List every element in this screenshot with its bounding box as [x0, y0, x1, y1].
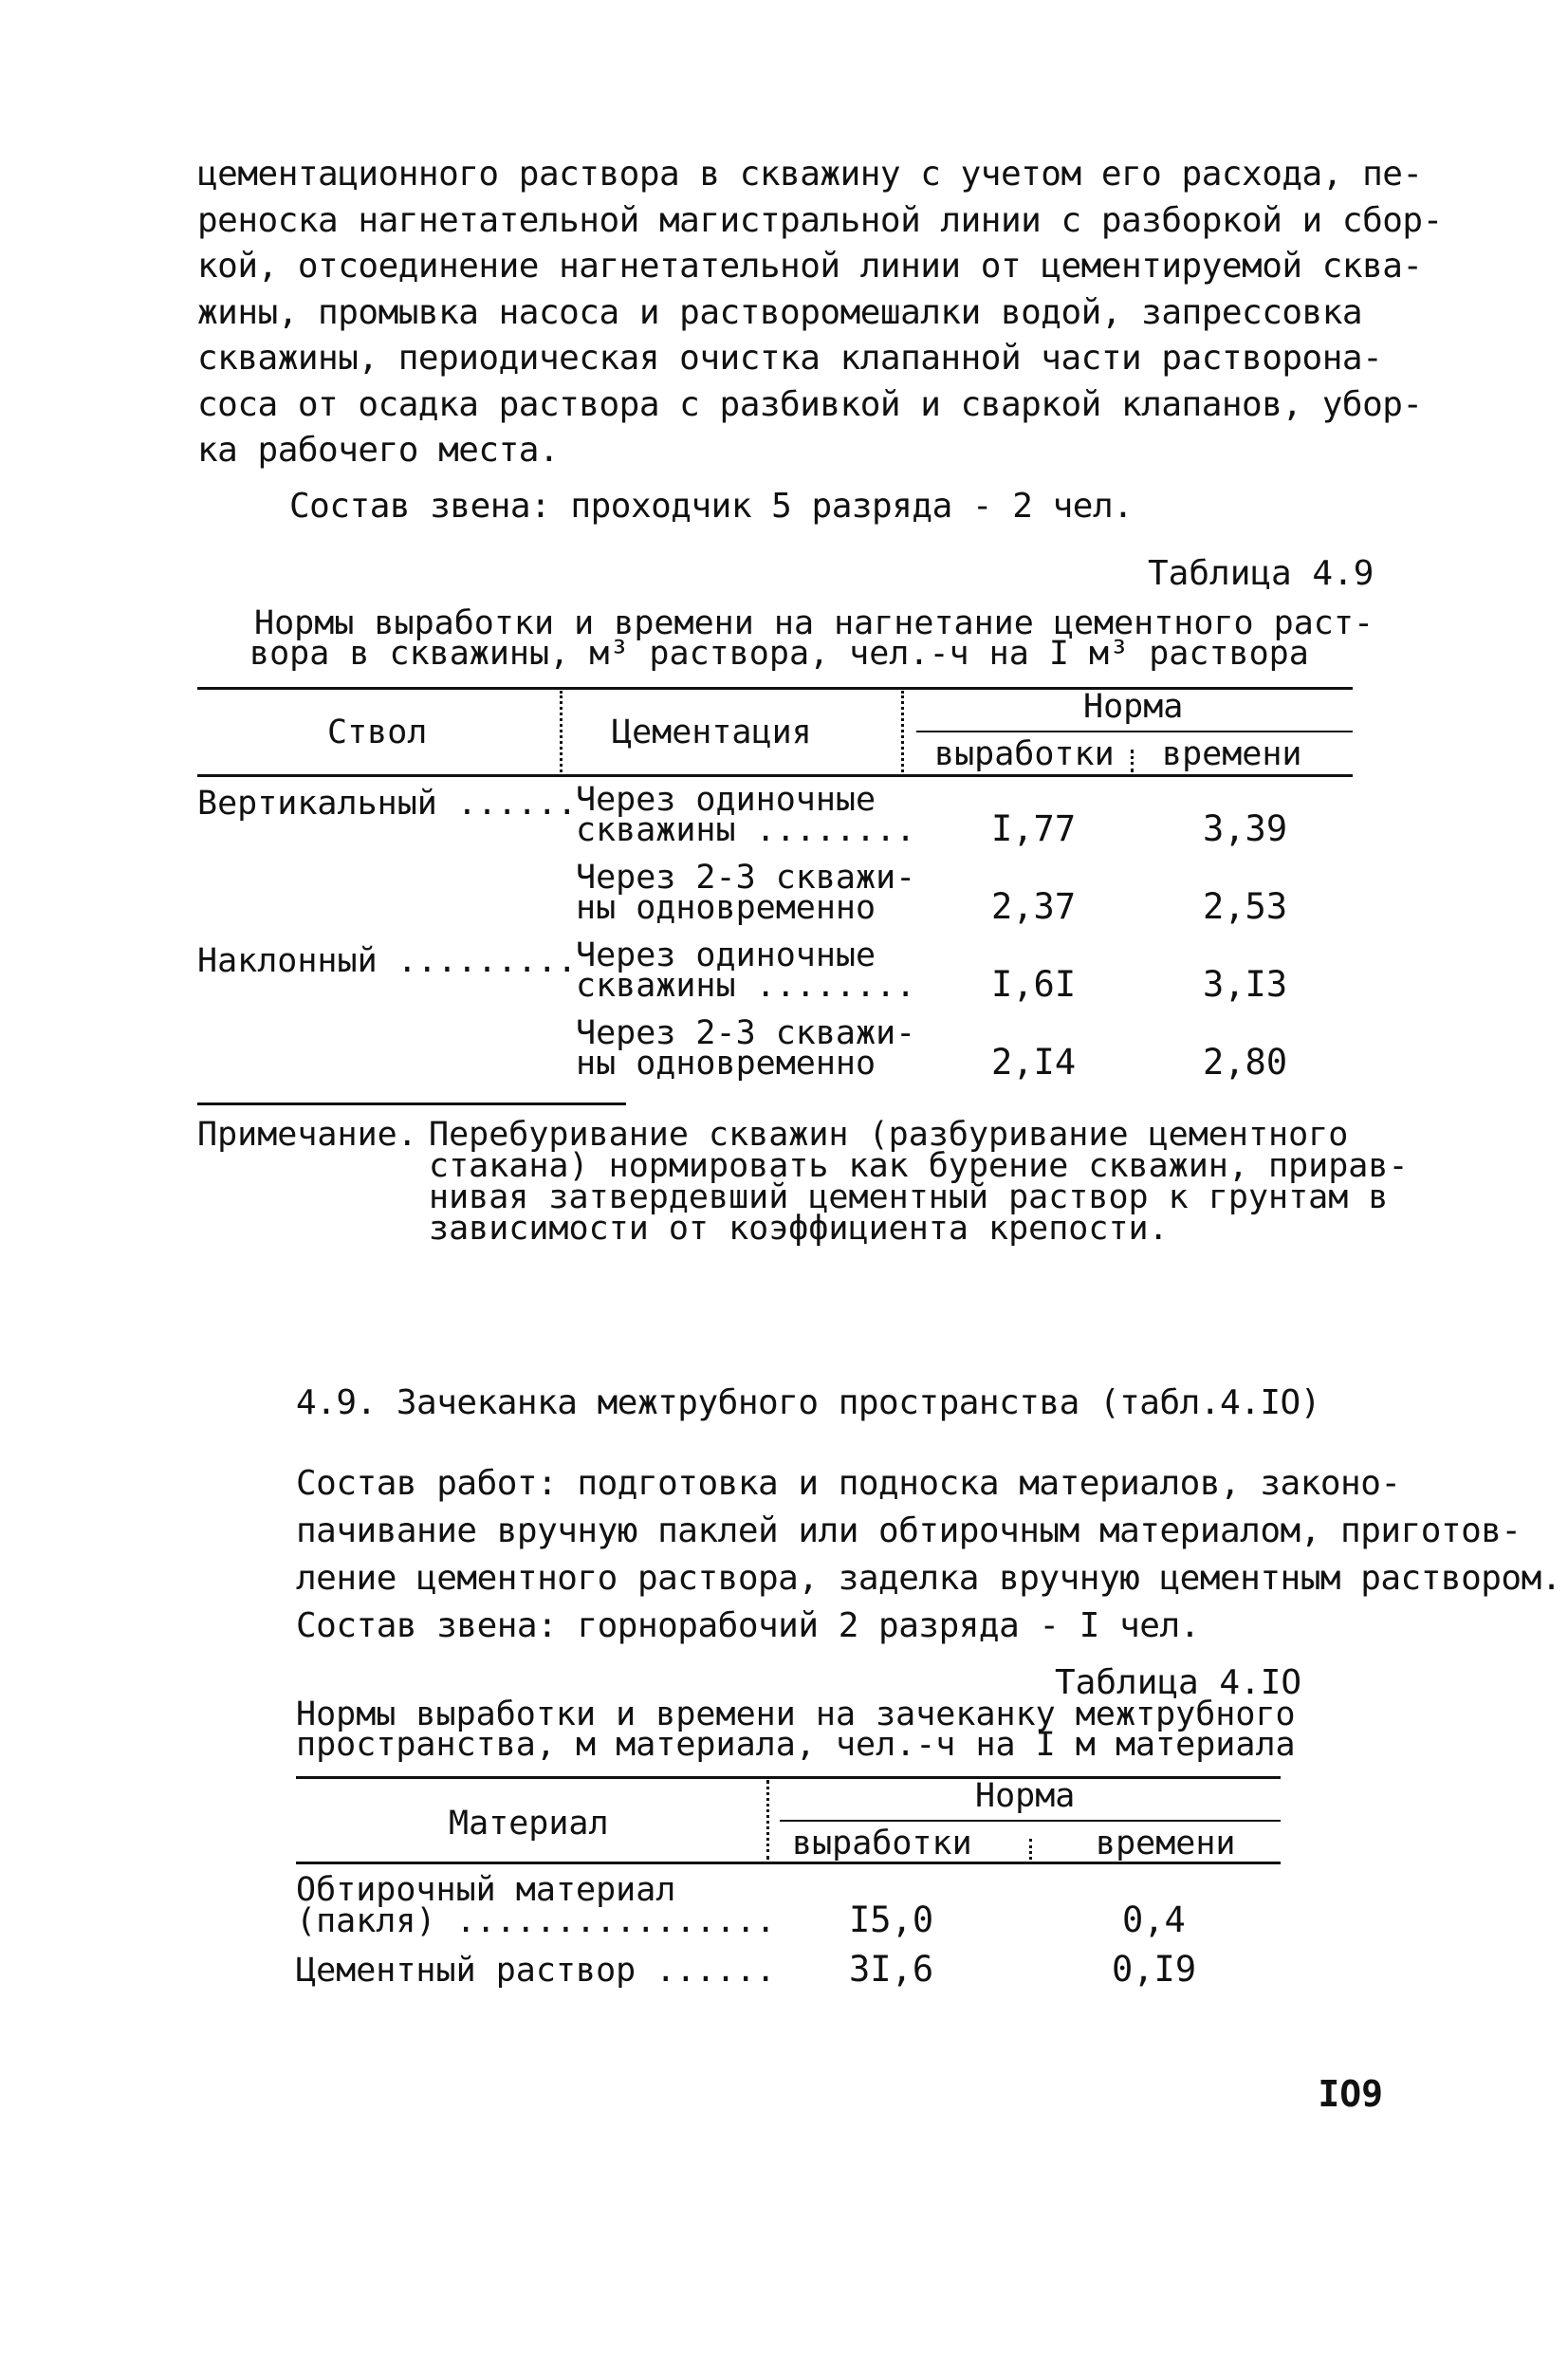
table-4-9-method: скважины ........ [576, 967, 916, 1005]
work-composition-line: ление цементного раствора, заделка вручную цементным раствором. [296, 1559, 1561, 1598]
table-4-10-material: Цементный раствор ...... [296, 1952, 776, 1990]
table-4-10-header-norm: Норма [975, 1777, 1076, 1815]
table-4-9-label: Таблица 4.9 [1148, 554, 1374, 593]
table-4-9-method: ны одновременно [576, 889, 876, 927]
table-4-9-header-time: времени [1162, 735, 1302, 773]
table-4-9-col-divider [560, 691, 563, 772]
work-composition-line: Состав работ: подготовка и подноска материалов, законо- [296, 1464, 1401, 1503]
table-4-10-col-divider [1029, 1839, 1032, 1860]
intro-line: скважины, периодическая очистка клапанной части растворона- [197, 339, 1383, 378]
work-composition-line: пачивание вручную паклей или обтирочным материалом, приготов- [296, 1511, 1522, 1550]
table-4-9-note-label: Примечание. [197, 1116, 417, 1154]
table-4-9-output-value: I,6I [991, 964, 1077, 1005]
table-4-9-shaft: Вертикальный ...... [197, 785, 578, 823]
table-4-9-time-value: 3,I3 [1203, 964, 1288, 1005]
table-4-10-material: (пакля) ................ [296, 1902, 776, 1940]
table-4-10-top-rule [296, 1776, 1281, 1779]
table-4-9-caption-line2: вора в скважины, м³ раствора, чел.-ч на I м³ раствора [249, 635, 1309, 673]
section-heading: 4.9. Зачеканка межтрубного пространства (табл.4.IO) [296, 1383, 1320, 1422]
table-4-9-method: ны одновременно [576, 1045, 876, 1083]
table-4-9-col-divider [1131, 750, 1134, 772]
table-4-10-header-time: времени [1096, 1825, 1236, 1862]
table-4-9-time-value: 2,53 [1203, 886, 1288, 927]
table-4-9-note-line: стакана) нормировать как бурение скважин, прирав- [429, 1147, 1409, 1185]
table-4-9-method: Через одиночные [576, 781, 876, 819]
table-4-9-header-output: выработки [934, 735, 1115, 773]
table-4-10-label: Таблица 4.IO [1055, 1663, 1302, 1702]
table-4-9-norm-rule [916, 731, 1353, 732]
crew-composition-2: Состав звена: горнорабочий 2 разряда - I чел. [296, 1606, 1200, 1645]
intro-paragraph [197, 152, 1443, 474]
page-number: IO9 [1318, 2073, 1383, 2115]
table-4-9-header-norm: Норма [1083, 688, 1184, 726]
table-4-9-time-value: 3,39 [1203, 808, 1288, 849]
crew-composition-1: Состав звена: проходчик 5 разряда - 2 чел. [289, 487, 1134, 526]
intro-line: цементационного раствора в скважину с учетом его расхода, пе- [197, 155, 1423, 194]
table-4-9-note-line: зависимости от коэффициента крепости. [429, 1210, 1169, 1248]
table-4-9-output-value: 2,I4 [991, 1042, 1077, 1083]
table-4-10-time-value: 0,I9 [1112, 1949, 1197, 1990]
table-4-9-shaft: Наклонный ......... [197, 942, 578, 980]
table-4-10-time-value: 0,4 [1122, 1899, 1186, 1940]
table-4-9-output-value: I,77 [991, 808, 1077, 849]
table-4-10-col-divider [766, 1780, 769, 1860]
table-4-9-note-line: нивая затвердевший цементный раствор к грунтам в [429, 1178, 1389, 1216]
table-4-9-footnote-rule [197, 1102, 626, 1105]
table-4-10-material: Обтирочный материал [296, 1871, 676, 1909]
table-4-9-method: Через 2-3 скважи- [576, 859, 916, 897]
table-4-9-method: Через одиночные [576, 936, 876, 974]
table-4-10-caption-line1: Нормы выработки и времени на зачеканку межтрубного [296, 1695, 1296, 1733]
table-4-10-norm-rule [780, 1820, 1281, 1822]
table-4-9-header-shaft: Ствол [327, 713, 428, 751]
intro-line: ка рабочего места. [197, 431, 560, 470]
table-4-10-header-output: выработки [792, 1825, 972, 1862]
table-4-9-output-value: 2,37 [991, 886, 1077, 927]
table-4-9-header-cementation: Цементация [612, 713, 812, 751]
table-4-9-time-value: 2,80 [1203, 1042, 1288, 1083]
table-4-9-caption-line1: Нормы выработки и времени на нагнетание цементного раст- [254, 604, 1374, 642]
table-4-9-col-divider [901, 691, 904, 772]
table-4-10-output-value: 3I,6 [849, 1949, 934, 1990]
table-4-9-note-line: Перебуривание скважин (разбуривание цементного [429, 1116, 1349, 1154]
table-4-9-method: скважины ........ [576, 811, 916, 849]
table-4-10-header-material: Материал [449, 1805, 609, 1843]
table-4-9-header-rule [197, 774, 1353, 777]
table-4-9-method: Через 2-3 скважи- [576, 1014, 916, 1052]
intro-line: кой, отсоединение нагнетательной линии от цементируемой сква- [197, 247, 1423, 286]
intro-line: соса от осадка раствора с разбивкой и сваркой клапанов, убор- [197, 384, 1423, 424]
intro-line: жины, промывка насоса и растворомешалки водой, запрессовка [197, 292, 1363, 332]
table-4-10-output-value: I5,0 [849, 1899, 934, 1940]
intro-line: реноска нагнетательной магистральной линии с разборкой и сбор- [197, 200, 1443, 240]
table-4-10-caption-line2: пространства, м материала, чел.-ч на I м материала [296, 1726, 1296, 1764]
